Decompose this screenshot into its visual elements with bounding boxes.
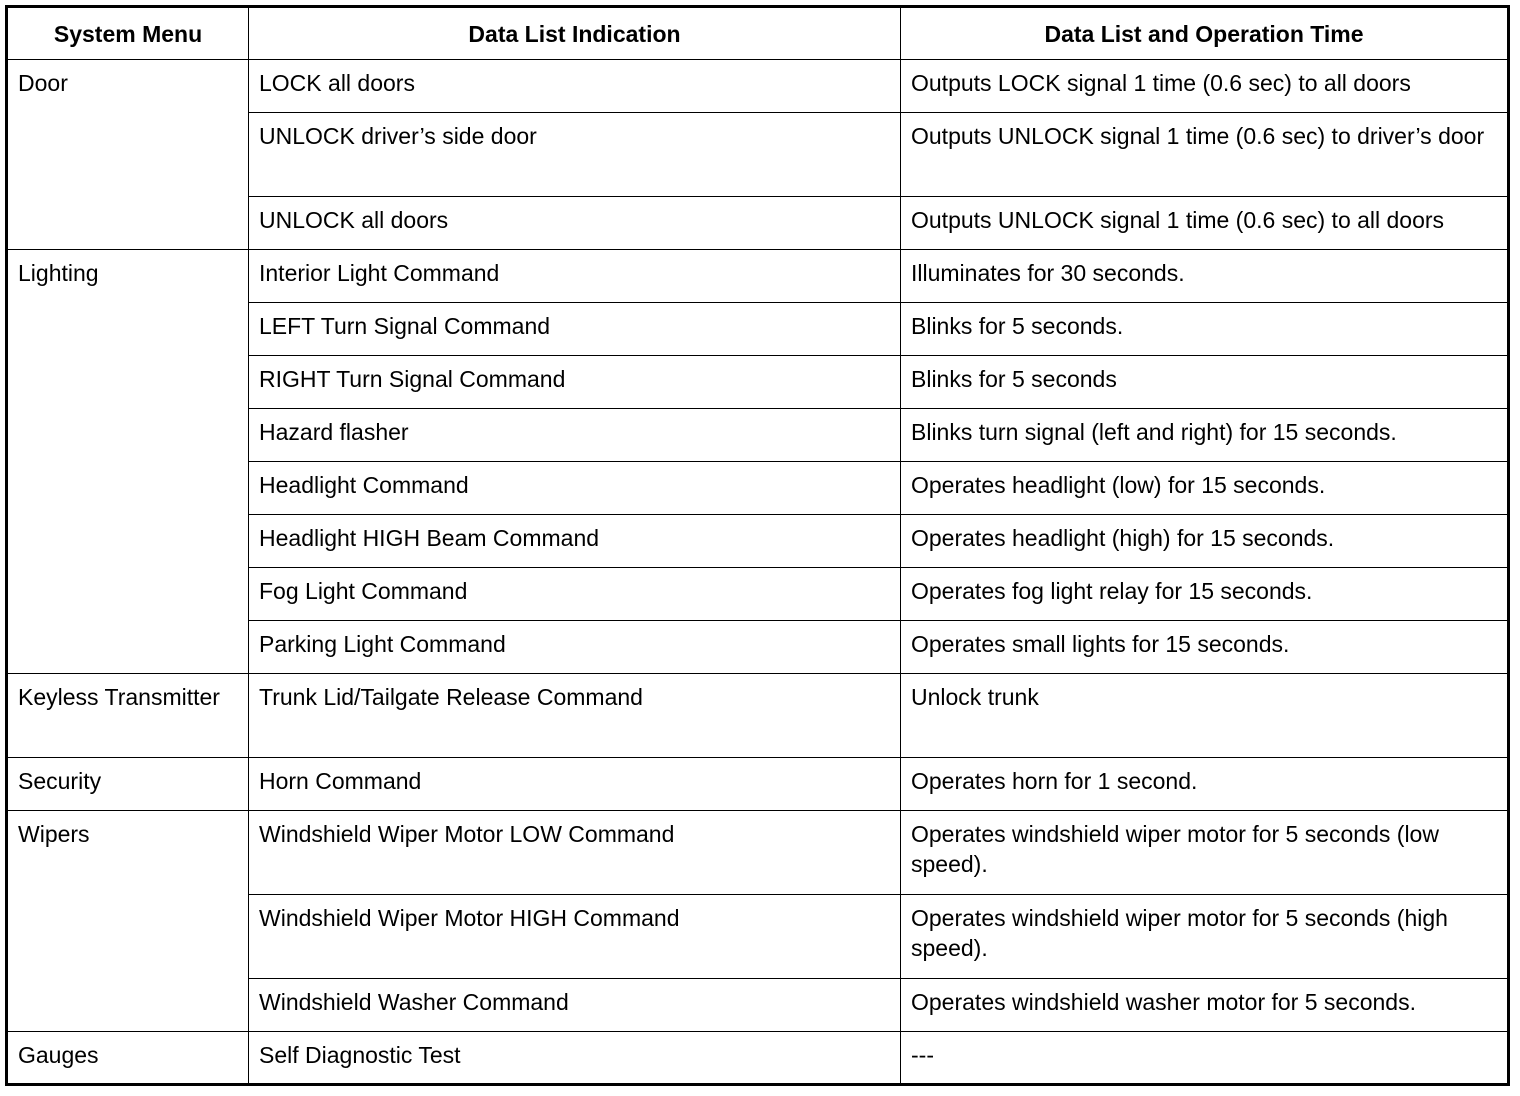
indication-cell: Horn Command xyxy=(249,758,901,811)
header-system-menu: System Menu xyxy=(7,7,249,60)
operation-time-cell: Operates fog light relay for 15 seconds. xyxy=(901,568,1509,621)
indication-cell: Trunk Lid/Tailgate Release Command xyxy=(249,674,901,758)
system-menu-cell: Door xyxy=(7,60,249,250)
operation-time-cell: --- xyxy=(901,1032,1509,1085)
indication-cell: Interior Light Command xyxy=(249,250,901,303)
operation-time-cell: Operates headlight (high) for 15 seconds. xyxy=(901,515,1509,568)
table-row xyxy=(7,811,1509,895)
operation-time-cell: Blinks for 5 seconds. xyxy=(901,303,1509,356)
indication-cell: LOCK all doors xyxy=(249,60,901,113)
indication-cell: Hazard flasher xyxy=(249,409,901,462)
operation-time-cell: Operates windshield wiper motor for 5 seconds (low speed). xyxy=(901,811,1509,895)
data-list-table xyxy=(5,5,1510,1086)
indication-cell: Parking Light Command xyxy=(249,621,901,674)
indication-cell: LEFT Turn Signal Command xyxy=(249,303,901,356)
indication-cell: Self Diagnostic Test xyxy=(249,1032,901,1085)
operation-time-cell: Operates headlight (low) for 15 seconds. xyxy=(901,462,1509,515)
system-menu-cell: Lighting xyxy=(7,250,249,674)
indication-cell: Headlight HIGH Beam Command xyxy=(249,515,901,568)
table-row xyxy=(7,758,1509,811)
indication-cell: UNLOCK all doors xyxy=(249,197,901,250)
operation-time-cell: Outputs LOCK signal 1 time (0.6 sec) to all doors xyxy=(901,60,1509,113)
system-menu-cell: Gauges xyxy=(7,1032,249,1085)
operation-time-cell: Unlock trunk xyxy=(901,674,1509,758)
table-row xyxy=(7,250,1509,303)
header-operation-time: Data List and Operation Time xyxy=(901,7,1509,60)
header-row xyxy=(7,7,1509,60)
system-menu-cell: Wipers xyxy=(7,811,249,1032)
indication-cell: Windshield Wiper Motor HIGH Command xyxy=(249,895,901,979)
operation-time-cell: Operates windshield wiper motor for 5 seconds (high speed). xyxy=(901,895,1509,979)
table-row xyxy=(7,1032,1509,1085)
operation-time-cell: Outputs UNLOCK signal 1 time (0.6 sec) to driver’s door xyxy=(901,113,1509,197)
table-row xyxy=(7,674,1509,758)
operation-time-cell: Blinks for 5 seconds xyxy=(901,356,1509,409)
operation-time-cell: Operates windshield washer motor for 5 seconds. xyxy=(901,979,1509,1032)
header-data-list-indication: Data List Indication xyxy=(249,7,901,60)
operation-time-cell: Operates horn for 1 second. xyxy=(901,758,1509,811)
indication-cell: Windshield Washer Command xyxy=(249,979,901,1032)
operation-time-cell: Outputs UNLOCK signal 1 time (0.6 sec) to all doors xyxy=(901,197,1509,250)
indication-cell: Windshield Wiper Motor LOW Command xyxy=(249,811,901,895)
operation-time-cell: Blinks turn signal (left and right) for 15 seconds. xyxy=(901,409,1509,462)
system-menu-cell: Security xyxy=(7,758,249,811)
indication-cell: UNLOCK driver’s side door xyxy=(249,113,901,197)
operation-time-cell: Illuminates for 30 seconds. xyxy=(901,250,1509,303)
system-menu-cell: Keyless Transmitter xyxy=(7,674,249,758)
indication-cell: Fog Light Command xyxy=(249,568,901,621)
indication-cell: Headlight Command xyxy=(249,462,901,515)
table-row xyxy=(7,60,1509,113)
indication-cell: RIGHT Turn Signal Command xyxy=(249,356,901,409)
operation-time-cell: Operates small lights for 15 seconds. xyxy=(901,621,1509,674)
